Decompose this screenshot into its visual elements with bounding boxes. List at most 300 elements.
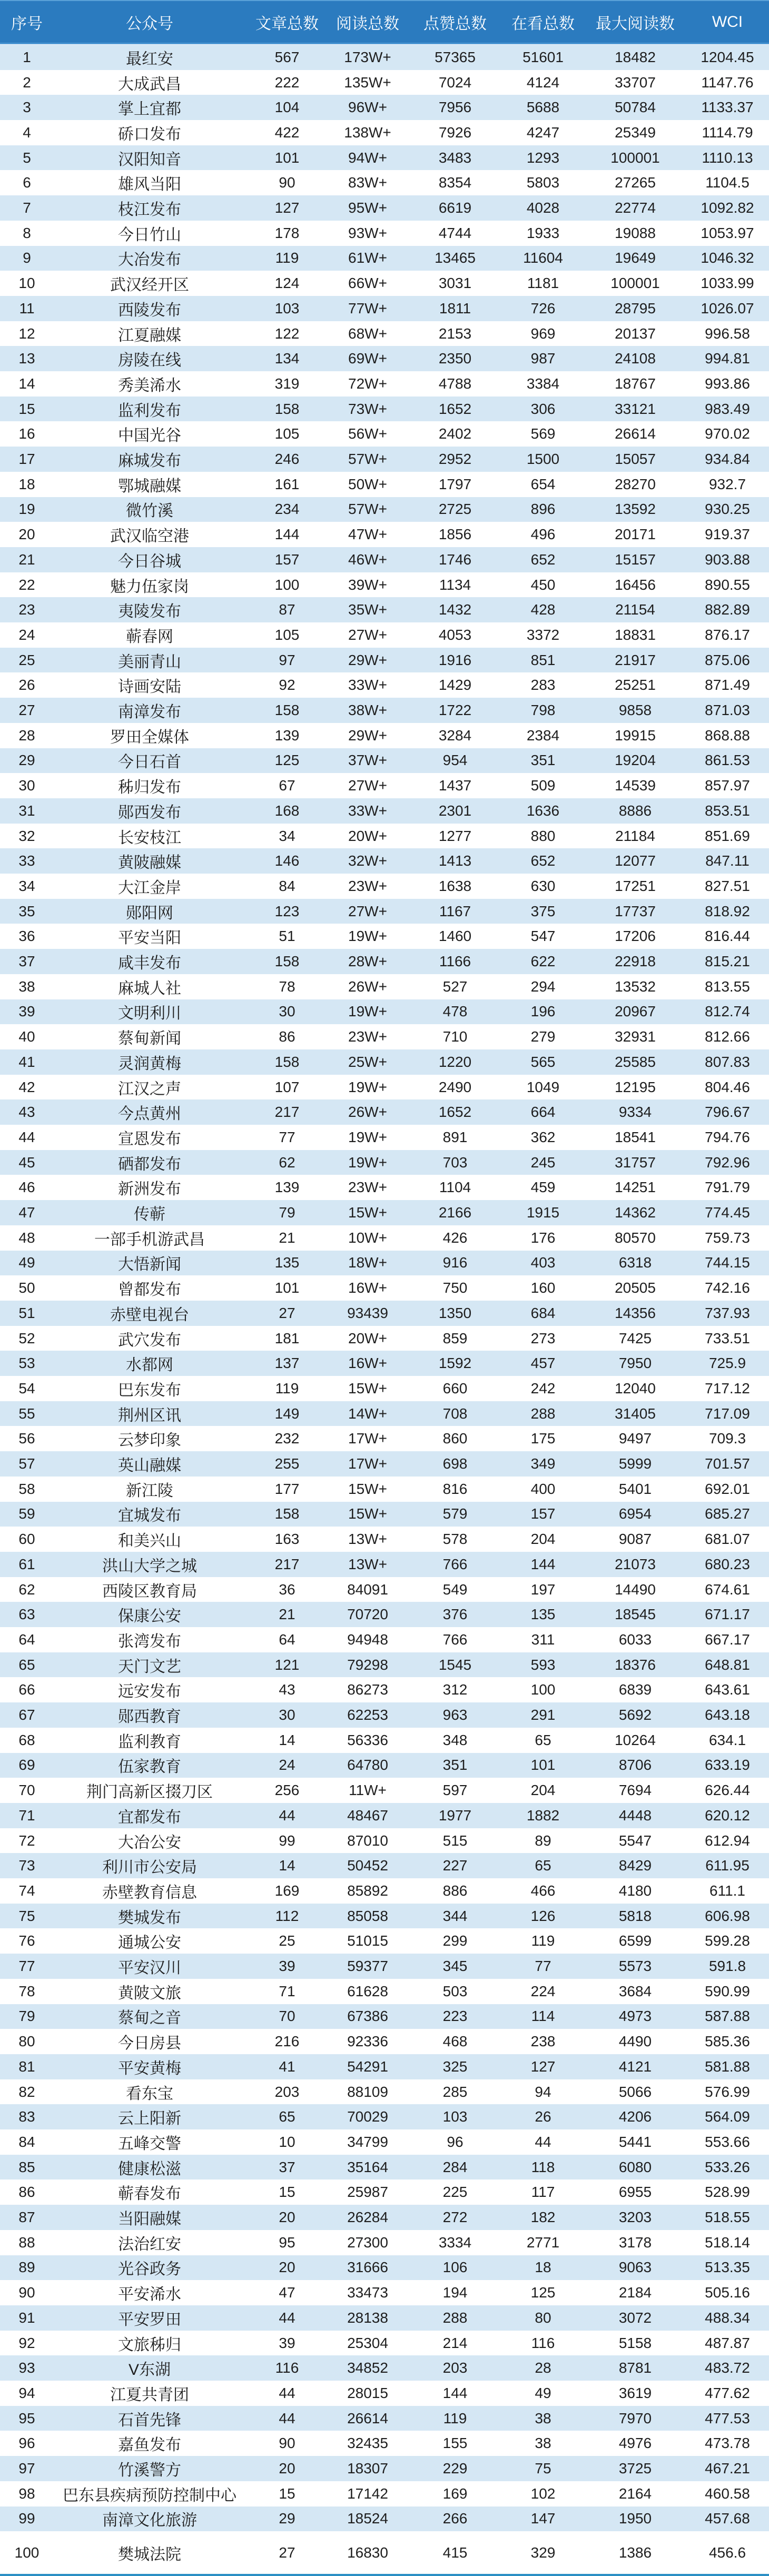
cell-likes: 1429	[438, 677, 472, 693]
cell-wci: 518.14	[705, 2234, 750, 2251]
cell-articles: 30	[279, 1707, 295, 1723]
table-row	[0, 572, 769, 598]
table-row	[0, 1577, 769, 1602]
cell-articles: 29	[279, 2510, 295, 2527]
cell-articles: 62	[279, 1154, 295, 1171]
cell-likes: 1977	[438, 1807, 472, 1824]
cell-watching: 428	[530, 601, 556, 618]
cell-max-reads: 9497	[618, 1430, 652, 1447]
cell-account: 魅力伍家岗	[110, 578, 189, 596]
cell-likes: 3031	[438, 275, 472, 292]
cell-articles: 97	[279, 651, 295, 668]
cell-articles: 39	[279, 2334, 295, 2351]
cell-max-reads: 22774	[615, 200, 656, 216]
cell-rank: 97	[18, 2460, 35, 2477]
table-row	[0, 1326, 769, 1351]
cell-rank: 7	[23, 200, 31, 216]
cell-rank: 31	[18, 802, 35, 819]
cell-articles: 90	[279, 2435, 295, 2452]
cell-articles: 51	[279, 928, 295, 945]
cell-rank: 84	[18, 2133, 35, 2150]
table-row	[0, 2155, 769, 2180]
cell-account: 夷陵发布	[118, 603, 181, 621]
cell-reads: 57W+	[348, 451, 387, 468]
cell-wci: 1104.5	[705, 174, 750, 191]
cell-reads: 83W+	[348, 174, 387, 191]
cell-reads: 86273	[347, 1681, 388, 1698]
cell-watching: 1915	[526, 1204, 560, 1221]
cell-rank: 50	[18, 1280, 35, 1296]
cell-rank: 42	[18, 1078, 35, 1095]
cell-reads: 96W+	[348, 99, 387, 116]
table-header	[0, 0, 769, 44]
cell-rank: 21	[18, 551, 35, 568]
cell-watching: 684	[530, 1304, 556, 1321]
cell-likes: 7024	[438, 74, 472, 91]
cell-wci: 564.09	[705, 2108, 750, 2125]
cell-likes: 13465	[435, 250, 476, 266]
cell-watching: 89	[535, 1832, 551, 1849]
cell-max-reads: 18831	[615, 626, 656, 643]
cell-max-reads: 33121	[615, 400, 656, 417]
cell-reads: 51015	[347, 1933, 388, 1949]
cell-likes: 194	[442, 2284, 468, 2301]
cell-likes: 351	[442, 1757, 468, 1774]
cell-account: 武汉经开区	[110, 276, 189, 294]
cell-likes: 1460	[438, 928, 472, 945]
cell-watching: 118	[531, 2158, 555, 2175]
cell-likes: 1432	[438, 601, 472, 618]
cell-account: 黄陂融媒	[118, 854, 181, 872]
table-row	[0, 1049, 769, 1075]
header-watching: 在看总数	[511, 15, 575, 33]
cell-wci: 717.12	[705, 1380, 750, 1396]
cell-reads: 17W+	[348, 1455, 387, 1472]
cell-likes: 766	[442, 1631, 468, 1648]
cell-account: 平安黄梅	[118, 2059, 181, 2077]
cell-articles: 122	[274, 325, 300, 342]
cell-likes: 2402	[438, 425, 472, 442]
cell-wci: 813.55	[705, 978, 750, 995]
cell-max-reads: 18767	[615, 375, 656, 392]
cell-max-reads: 6955	[618, 2184, 652, 2201]
cell-likes: 579	[442, 1505, 468, 1522]
cell-watching: 242	[530, 1380, 556, 1396]
cell-rank: 58	[18, 1480, 35, 1497]
cell-reads: 66W+	[348, 275, 387, 292]
cell-max-reads: 9334	[618, 1104, 652, 1121]
table-row	[0, 773, 769, 798]
cell-rank: 47	[18, 1204, 35, 1221]
table-row	[0, 1753, 769, 1778]
cell-account: 英山融媒	[118, 1457, 181, 1475]
cell-likes: 345	[442, 1958, 468, 1975]
cell-rank: 80	[18, 2033, 35, 2050]
cell-account: 当阳融媒	[118, 2211, 181, 2228]
cell-likes: 963	[442, 1707, 468, 1723]
cell-max-reads: 9858	[618, 702, 652, 719]
cell-wci: 611.95	[705, 1857, 750, 1874]
table-row	[0, 221, 769, 246]
cell-watching: 126	[530, 1907, 556, 1924]
cell-watching: 375	[530, 903, 556, 919]
cell-wci: 993.86	[705, 375, 750, 392]
cell-watching: 273	[530, 1330, 556, 1346]
cell-wci: 1147.76	[701, 74, 754, 91]
table-row	[0, 748, 769, 774]
table-row	[0, 321, 769, 346]
cell-articles: 105	[274, 626, 300, 643]
cell-wci: 737.93	[705, 1304, 750, 1321]
cell-articles: 127	[274, 200, 300, 216]
cell-watching: 125	[530, 2284, 556, 2301]
cell-watching: 4124	[526, 74, 560, 91]
cell-reads: 95W+	[348, 200, 387, 216]
cell-watching: 496	[530, 526, 556, 543]
table-row	[0, 2054, 769, 2079]
cell-rank: 99	[18, 2510, 35, 2527]
table-row	[0, 1954, 769, 1979]
cell-reads: 61W+	[348, 250, 387, 266]
cell-likes: 299	[442, 1933, 468, 1949]
cell-reads: 46W+	[348, 551, 387, 568]
cell-max-reads: 13532	[615, 978, 656, 995]
cell-rank: 79	[18, 2008, 35, 2025]
cell-account: 樊城法院	[118, 2545, 181, 2563]
cell-wci: 1033.99	[701, 275, 754, 292]
cell-watching: 664	[530, 1104, 556, 1121]
cell-account: 长安枝江	[118, 829, 181, 847]
cell-watching: 547	[530, 928, 556, 945]
cell-reads: 13W+	[348, 1555, 387, 1572]
table-row	[0, 1602, 769, 1627]
table-row	[0, 2129, 769, 2155]
cell-watching: 349	[530, 1455, 556, 1472]
cell-wci: 930.25	[705, 501, 750, 518]
table-row	[0, 246, 769, 271]
cell-articles: 92	[279, 677, 295, 693]
cell-max-reads: 7970	[618, 2410, 652, 2426]
cell-reads: 173W+	[344, 48, 391, 65]
cell-account: 秭归发布	[118, 779, 181, 797]
cell-rank: 12	[18, 325, 35, 342]
cell-max-reads: 3684	[618, 1983, 652, 1999]
table-row	[0, 45, 769, 70]
cell-max-reads: 5441	[618, 2133, 652, 2150]
cell-likes: 954	[442, 752, 468, 769]
header-reads: 阅读总数	[336, 15, 399, 33]
cell-watching: 127	[530, 2058, 556, 2075]
cell-max-reads: 7425	[618, 1330, 652, 1346]
cell-max-reads: 21184	[615, 827, 655, 844]
cell-account: 西陵区教育局	[102, 1582, 197, 1600]
cell-wci: 868.88	[705, 727, 750, 744]
cell-likes: 703	[442, 1154, 468, 1171]
cell-account: 石首先锋	[118, 2411, 181, 2429]
cell-likes: 2153	[438, 325, 472, 342]
cell-rank: 46	[18, 1179, 35, 1196]
cell-reads: 23W+	[348, 877, 387, 894]
cell-rank: 49	[18, 1254, 35, 1271]
cell-rank: 98	[18, 2485, 35, 2502]
cell-max-reads: 12040	[615, 1380, 656, 1396]
cell-likes: 1856	[438, 526, 472, 543]
cell-max-reads: 5158	[618, 2334, 652, 2351]
cell-likes: 468	[442, 2033, 468, 2050]
cell-reads: 32W+	[348, 853, 387, 869]
cell-rank: 77	[18, 1958, 35, 1975]
cell-rank: 26	[18, 677, 35, 693]
cell-likes: 203	[442, 2360, 468, 2376]
cell-articles: 112	[275, 1907, 299, 1924]
table-row	[0, 924, 769, 949]
cell-watching: 630	[530, 877, 556, 894]
cell-articles: 90	[279, 174, 295, 191]
cell-watching: 1500	[526, 451, 560, 468]
table-row	[0, 70, 769, 95]
cell-rank: 94	[18, 2384, 35, 2401]
cell-likes: 2350	[438, 350, 472, 367]
cell-likes: 1797	[438, 475, 472, 492]
cell-watching: 49	[535, 2384, 551, 2401]
cell-reads: 79298	[347, 1656, 388, 1673]
table-row	[0, 2481, 769, 2506]
cell-reads: 27300	[347, 2234, 388, 2251]
cell-rank: 92	[18, 2334, 35, 2351]
cell-articles: 15	[279, 2485, 295, 2502]
cell-rank: 88	[18, 2234, 35, 2251]
cell-rank: 17	[18, 451, 35, 468]
cell-likes: 155	[442, 2435, 468, 2452]
cell-reads: 16W+	[348, 1280, 387, 1296]
cell-watching: 197	[530, 1581, 556, 1598]
table-row	[0, 2255, 769, 2281]
cell-articles: 134	[274, 350, 300, 367]
cell-watching: 3372	[526, 626, 560, 643]
cell-watching: 18	[535, 2259, 551, 2276]
cell-max-reads: 14356	[615, 1304, 656, 1321]
cell-wci: 643.18	[705, 1707, 750, 1723]
table-row	[0, 1125, 769, 1150]
cell-reads: 28015	[347, 2384, 388, 2401]
cell-likes: 325	[442, 2058, 468, 2075]
cell-max-reads: 31405	[615, 1405, 656, 1422]
cell-likes: 288	[442, 2309, 468, 2326]
table-row	[0, 698, 769, 723]
cell-reads: 92336	[347, 2033, 388, 2050]
cell-wci: 744.15	[705, 1254, 750, 1271]
cell-wci: 994.81	[705, 350, 750, 367]
cell-rank: 6	[23, 174, 31, 191]
cell-max-reads: 14539	[615, 777, 656, 794]
cell-max-reads: 20137	[615, 325, 656, 342]
cell-wci: 667.17	[705, 1631, 750, 1648]
cell-likes: 2301	[438, 802, 472, 819]
cell-account: 一部手机游武昌	[94, 1231, 205, 1249]
cell-watching: 38	[535, 2410, 551, 2426]
cell-likes: 527	[442, 978, 468, 995]
table-row	[0, 597, 769, 622]
cell-reads: 37W+	[348, 752, 387, 769]
cell-account: 今点黄州	[118, 1105, 181, 1123]
cell-articles: 246	[274, 451, 300, 468]
cell-watching: 362	[530, 1128, 556, 1145]
cell-likes: 2490	[438, 1078, 472, 1095]
cell-rank: 81	[18, 2058, 35, 2075]
cell-watching: 51601	[522, 48, 564, 65]
cell-reads: 34799	[347, 2133, 388, 2150]
cell-reads: 85058	[347, 1907, 388, 1924]
table-row	[0, 2531, 769, 2574]
cell-account: 平安当阳	[118, 929, 181, 947]
cell-wci: 533.26	[705, 2158, 750, 2175]
header-wci: WCI	[712, 13, 743, 31]
cell-wci: 932.7	[708, 475, 746, 492]
cell-account: 郧西发布	[118, 804, 181, 821]
table-row	[0, 723, 769, 748]
cell-wci: 483.72	[705, 2360, 750, 2376]
cell-max-reads: 26614	[615, 425, 656, 442]
cell-articles: 21	[279, 1229, 295, 1246]
cell-watching: 288	[530, 1405, 556, 1422]
cell-articles: 99	[279, 1832, 295, 1849]
cell-articles: 65	[279, 2108, 295, 2125]
cell-reads: 15W+	[348, 1505, 387, 1522]
cell-max-reads: 17251	[615, 877, 656, 894]
cell-wci: 919.37	[705, 526, 750, 543]
cell-wci: 1204.45	[701, 48, 754, 65]
cell-wci: 759.73	[705, 1229, 750, 1246]
cell-reads: 31666	[347, 2259, 388, 2276]
cell-likes: 415	[442, 2544, 468, 2561]
cell-likes: 223	[442, 2008, 468, 2025]
cell-account: 大悟新闻	[118, 1256, 181, 1274]
cell-account: 平安汉川	[118, 1959, 181, 1977]
cell-watching: 459	[530, 1179, 556, 1196]
cell-account: 中国光谷	[118, 427, 181, 445]
cell-wci: 685.27	[705, 1505, 750, 1522]
cell-likes: 1104	[439, 1179, 471, 1196]
cell-max-reads: 6318	[618, 1254, 652, 1271]
cell-watching: 509	[530, 777, 556, 794]
cell-reads: 50W+	[348, 475, 387, 492]
cell-rank: 90	[18, 2284, 35, 2301]
cell-likes: 4053	[438, 626, 472, 643]
cell-likes: 7956	[438, 99, 472, 116]
cell-max-reads: 4121	[618, 2058, 652, 2075]
cell-likes: 3334	[438, 2234, 472, 2251]
cell-watching: 147	[530, 2510, 556, 2527]
cell-wci: 861.53	[705, 752, 750, 769]
cell-account: 新洲发布	[118, 1181, 181, 1198]
cell-max-reads: 14490	[615, 1581, 656, 1598]
cell-watching: 311	[531, 1631, 555, 1648]
cell-articles: 27	[279, 2544, 295, 2561]
cell-account: 看东宝	[126, 2085, 173, 2103]
cell-account: 微竹溪	[126, 502, 173, 520]
cell-account: 竹溪警方	[118, 2462, 181, 2480]
cell-reads: 29W+	[348, 727, 387, 744]
cell-likes: 3483	[438, 149, 472, 166]
cell-watching: 654	[530, 475, 556, 492]
table-row	[0, 2506, 769, 2532]
cell-account: 文旅秭归	[118, 2336, 181, 2354]
cell-max-reads: 31757	[615, 1154, 656, 1171]
cell-account: 和美兴山	[118, 1532, 181, 1550]
cell-likes: 1545	[438, 1656, 472, 1673]
cell-max-reads: 5066	[618, 2083, 652, 2100]
cell-max-reads: 16456	[615, 576, 656, 593]
cell-wci: 818.92	[705, 903, 750, 919]
cell-articles: 24	[279, 1757, 295, 1774]
cell-account: 江夏融媒	[118, 326, 181, 344]
cell-rank: 64	[18, 1631, 35, 1648]
table-row	[0, 195, 769, 221]
table-row	[0, 1301, 769, 1326]
header-account: 公众号	[126, 15, 173, 33]
cell-account: 诗画安陆	[118, 678, 181, 696]
cell-reads: 19W+	[348, 1003, 387, 1020]
cell-rank: 38	[18, 978, 35, 995]
cell-reads: 17W+	[348, 1430, 387, 1447]
cell-wci: 591.8	[708, 1958, 746, 1975]
cell-account: 大江金岸	[118, 879, 181, 897]
cell-reads: 19W+	[348, 1154, 387, 1171]
cell-wci: 456.6	[708, 2544, 746, 2561]
table-row	[0, 422, 769, 447]
cell-likes: 698	[442, 1455, 468, 1472]
table-row	[0, 1728, 769, 1753]
cell-wci: 733.51	[705, 1330, 750, 1346]
cell-wci: 457.68	[705, 2510, 750, 2527]
cell-articles: 144	[274, 526, 300, 543]
header-likes: 点赞总数	[423, 15, 487, 33]
cell-rank: 100	[14, 2544, 40, 2561]
cell-articles: 43	[279, 1681, 295, 1698]
cell-reads: 94W+	[348, 149, 387, 166]
cell-likes: 227	[442, 1857, 468, 1874]
cell-reads: 16W+	[348, 1355, 387, 1372]
cell-articles: 216	[274, 2033, 300, 2050]
cell-articles: 34	[279, 827, 295, 844]
cell-likes: 344	[442, 1907, 468, 1924]
cell-wci: 633.19	[705, 1757, 750, 1774]
cell-rank: 55	[18, 1405, 35, 1422]
cell-account: 今日谷城	[118, 552, 181, 570]
cell-max-reads: 27265	[615, 174, 656, 191]
cell-wci: 467.21	[705, 2460, 750, 2477]
cell-articles: 27	[279, 1304, 295, 1321]
table-row	[0, 1426, 769, 1452]
cell-wci: 473.78	[705, 2435, 750, 2452]
cell-likes: 886	[442, 1882, 468, 1899]
cell-watching: 457	[530, 1355, 556, 1372]
table-row	[0, 120, 769, 145]
cell-rank: 32	[18, 827, 35, 844]
cell-rank: 57	[18, 1455, 35, 1472]
cell-reads: 47W+	[348, 526, 387, 543]
cell-max-reads: 5818	[618, 1907, 652, 1924]
table-row	[0, 2456, 769, 2481]
cell-articles: 14	[279, 1857, 295, 1874]
table-row	[0, 673, 769, 698]
cell-watching: 726	[530, 300, 556, 316]
cell-max-reads: 20505	[615, 1280, 656, 1296]
table-row	[0, 1477, 769, 1502]
cell-rank: 3	[23, 99, 31, 116]
cell-articles: 15	[279, 2184, 295, 2201]
table-row	[0, 1678, 769, 1703]
